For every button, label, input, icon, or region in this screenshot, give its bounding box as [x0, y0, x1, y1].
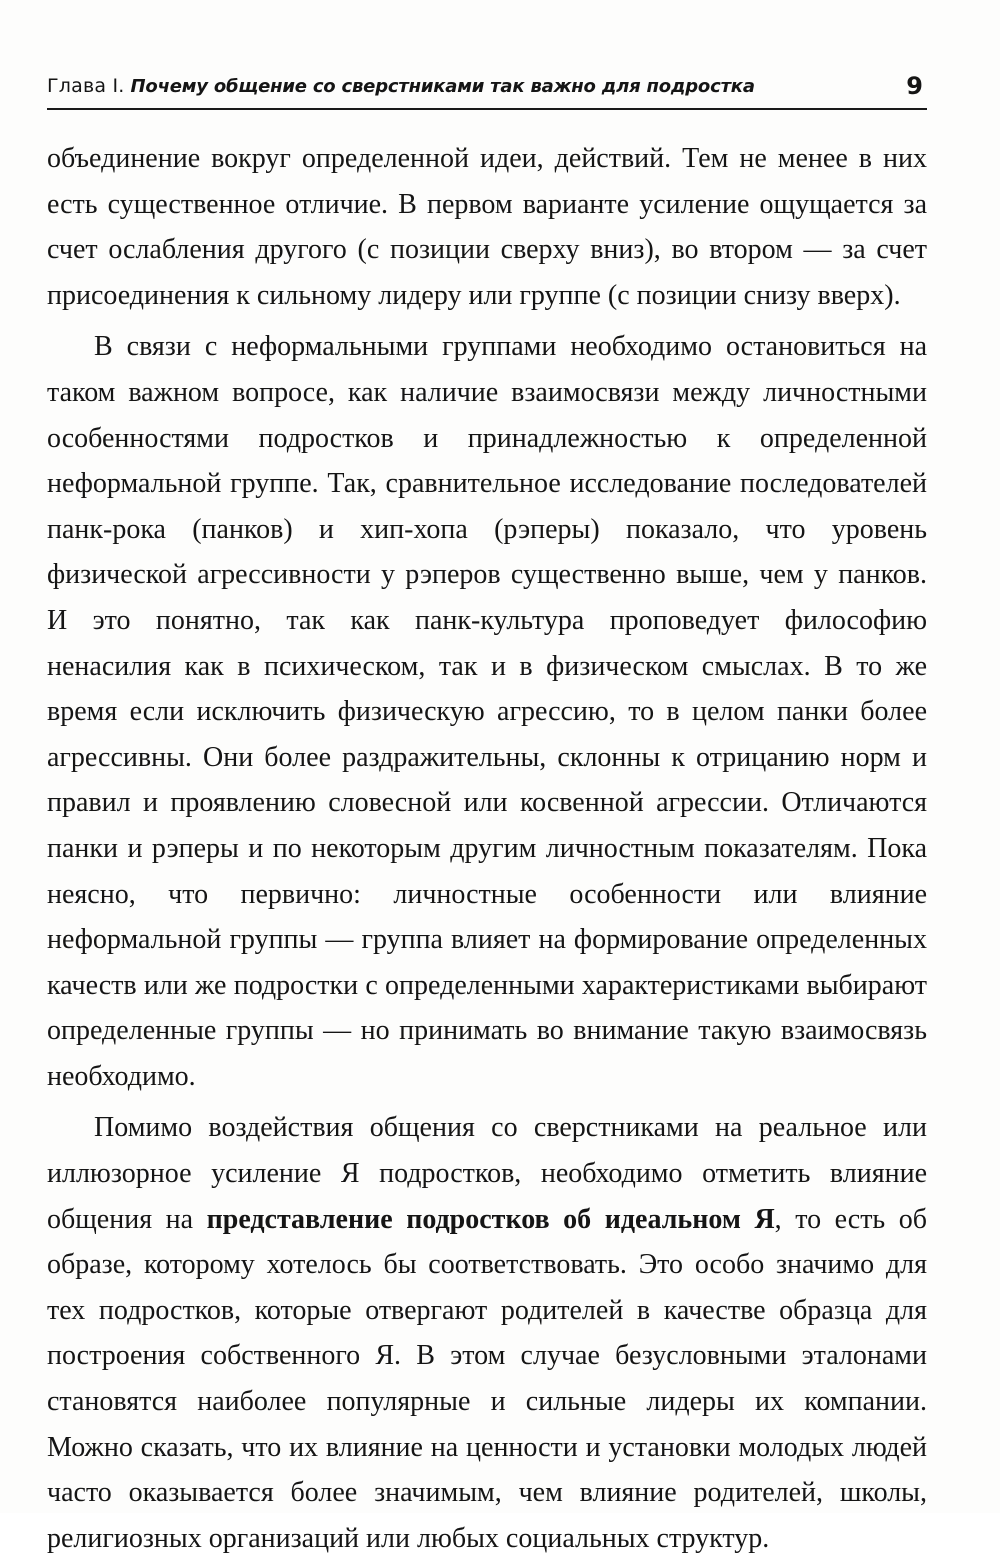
chapter-label: Глава I. [47, 75, 125, 97]
paragraph-3 [47, 1105, 927, 1561]
body-text [47, 136, 927, 1567]
paragraph-3-after: , то есть об образе, которому хотелось бы соответствовать. Это особо значимо для тех подростков, которые отвергают родителей в качестве образца для построения собственного Я. В этом случае безусловными эталонами становятся наиболее популярные и сильные лидеры их компании. Можно сказать, что их влияние на ценности и установки молодых людей часто оказывается более значимым, чем влияние родителей, школы, религиозных организаций или любых социальных структур. [47, 1203, 928, 1554]
running-head [47, 64, 927, 110]
paragraph-3-before: Помимо воздействия общения со сверстниками на реальное или иллюзорное усиление Я подростков, необходимо отметить влияние общения на [47, 1112, 927, 1235]
page-number: 9 [906, 72, 923, 100]
paragraph-1: объединение вокруг определенной идеи, действий. Тем не менее в них есть существенное отличие. В первом варианте усиление ощущается за счет ослабления другого (с позиции сверху вниз), во втором — за счет присоединения к сильному лидеру или группе (с позиции снизу вверх). [47, 143, 927, 311]
paragraph-2: В связи с неформальными группами необходимо остановиться на таком важном вопросе, как наличие взаимосвязи между личностными особенностями подростков и принадлежностью к определенной неформальной группе. Так, сравнительное исследование последователей панк-рока (панков) и хип-хопа (рэперы) показало, что уровень физической агрессивности у рэперов существенно выше, чем у панков. И это понятно, так как панк-культура проповедует философию ненасилия как в психическом, так и в физическом смыслах. В то же время если исключить физическую агрессию, то в целом панки более агрессивны. Они более раздражительны, склонны к отрицанию норм и правил и проявлению словесной или косвенной агрессии. Отличаются панки и рэперы и по некоторым другим личностным показателям. Пока неясно, что первично: личностные особенности или влияние неформальной группы — группа влияет на формирование определенных качеств или же подростки с определенными характеристиками выбирают определенные группы — но принимать во внимание такую взаимосвязь необходимо. [47, 331, 927, 1092]
paragraph-3-emphasis: представление подростков об идеальном Я [206, 1203, 775, 1235]
chapter-title: Почему общение со сверстниками так важно для подростка [130, 76, 755, 97]
